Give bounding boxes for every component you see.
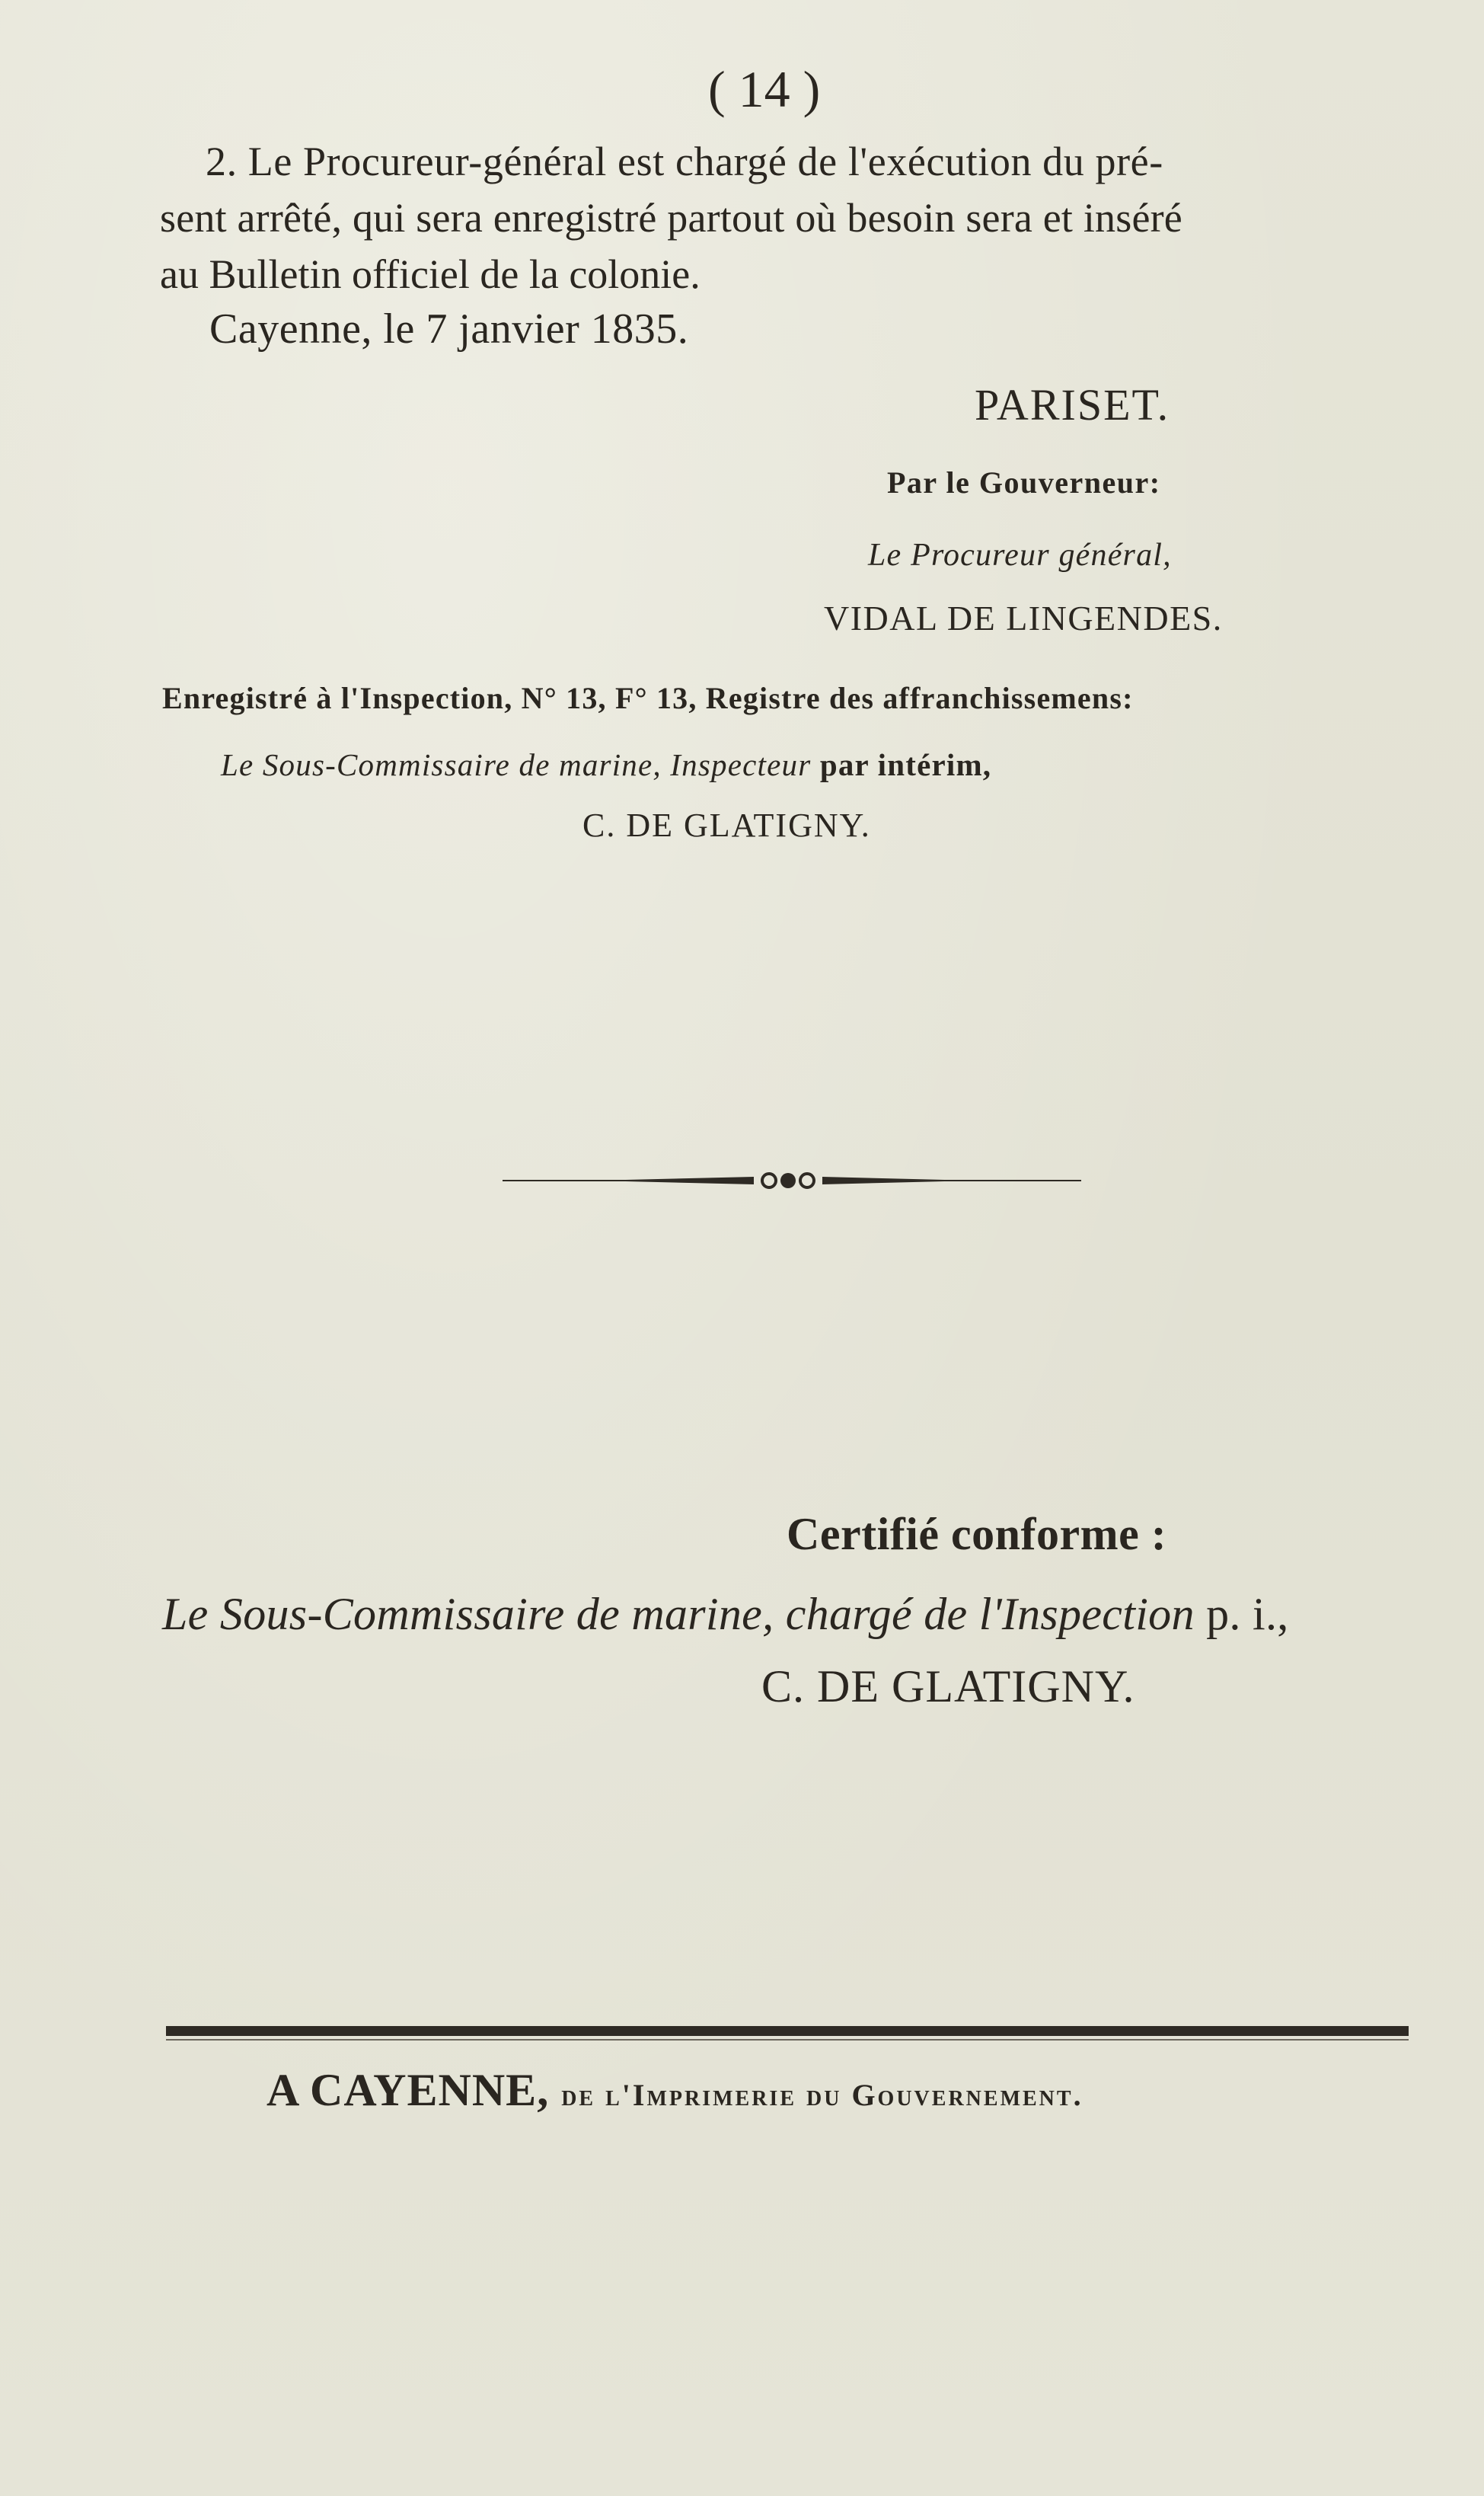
rule-thick	[166, 2026, 1409, 2036]
procureur-title: Le Procureur général,	[868, 538, 1172, 573]
rule-thin	[166, 2039, 1409, 2041]
par-le-gouverneur: Par le Gouverneur:	[887, 465, 1161, 500]
sous-commissaire-line-1	[221, 746, 991, 783]
signature-glatigny-2: C. DE GLATIGNY.	[761, 1661, 1135, 1711]
article-line-2: sent arrêté, qui sera enregistré partout où besoin sera et inséré	[160, 195, 1182, 241]
certified-heading: Certifié conforme :	[787, 1509, 1167, 1559]
signature-governor: PARISET.	[975, 380, 1170, 430]
sous-commissaire-2-title: Le Sous-Commissaire de marine, chargé de l'Inspection	[162, 1589, 1195, 1639]
sous-commissaire-2-pi: p. i.,	[1206, 1589, 1289, 1639]
imprint-printer: de l'Imprimerie du Gouvernement.	[561, 2078, 1083, 2112]
article-line-3: au Bulletin officiel de la colonie.	[160, 251, 701, 297]
imprint-line	[266, 2064, 1083, 2117]
signature-glatigny-1: C. DE GLATIGNY.	[582, 807, 871, 844]
sous-commissaire-1-interim: par intérim,	[819, 747, 992, 782]
article-paragraph	[160, 133, 1424, 302]
article-line-1: 2. Le Procureur-général est chargé de l'exécution du pré-	[206, 139, 1163, 184]
sous-commissaire-1-title: Le Sous-Commissaire de marine, Inspecteur	[221, 747, 812, 782]
date-line: Cayenne, le 7 janvier 1835.	[209, 305, 689, 353]
page-number: ( 14 )	[708, 60, 821, 118]
ornament-divider-icon	[503, 1169, 1081, 1192]
registration-note: Enregistré à l'Inspection, N° 13, F° 13, Registre des affranchissemens:	[162, 681, 1134, 715]
sous-commissaire-line-2	[162, 1588, 1289, 1641]
imprint-place: A CAYENNE,	[266, 2065, 550, 2115]
signature-procureur: VIDAL DE LINGENDES.	[824, 599, 1223, 638]
